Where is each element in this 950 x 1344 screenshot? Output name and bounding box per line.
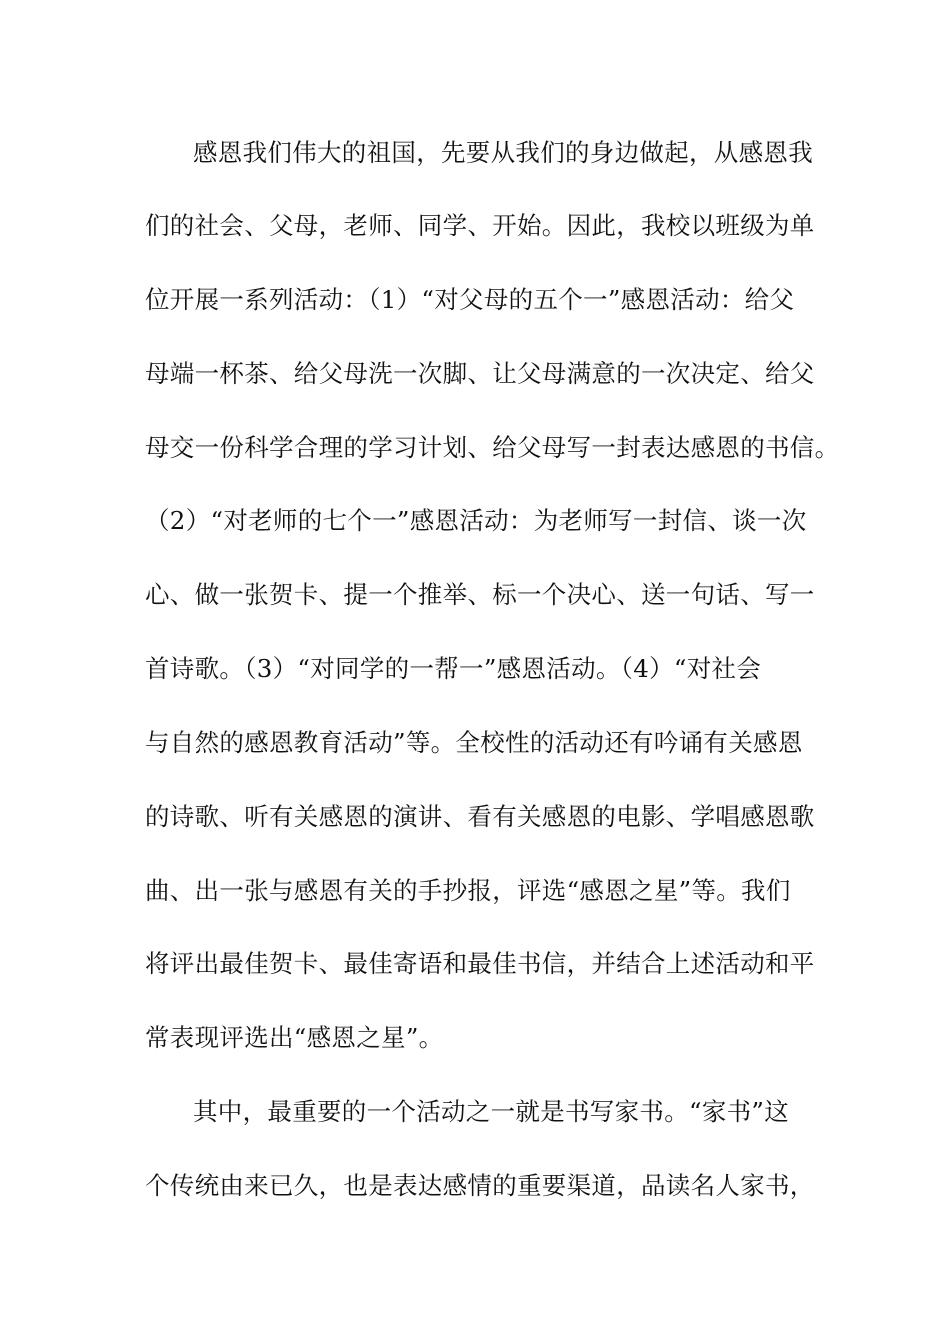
paragraph-1-line-11: 曲、出一张与感恩有关的手抄报，评选“感恩之星”等。我们: [145, 876, 791, 905]
paragraph-1-line-9: 与自然的感恩教育活动”等。全校性的活动还有吟诵有关感恩: [145, 728, 803, 757]
paragraph-1-line-10: 的诗歌、听有关感恩的演讲、看有关感恩的电影、学唱感恩歌: [145, 802, 815, 831]
paragraph-2-line-1: 其中，最重要的一个活动之一就是书写家书。“家书”这: [193, 1097, 790, 1126]
paragraph-1-line-4: 母端一杯茶、给父母洗一次脚、让父母满意的一次决定、给父: [145, 359, 815, 388]
paragraph-1-line-1: 感恩我们伟大的祖国，先要从我们的身边做起，从感恩我: [193, 138, 813, 167]
paragraph-1-line-3: 位开展一系列活动：（1）“对父母的五个一”感恩活动：给父: [145, 285, 795, 314]
paragraph-1-line-12: 将评出最佳贺卡、最佳寄语和最佳书信，并结合上述活动和平: [145, 949, 815, 978]
paragraph-1-line-13: 常表现评选出“感恩之星”。: [145, 1023, 444, 1052]
paragraph-1-line-2: 们的社会、父母，老师、同学、开始。因此，我校以班级为单: [145, 211, 815, 240]
paragraph-2-line-2: 个传统由来已久，也是表达感情的重要渠道，品读名人家书，: [145, 1171, 815, 1200]
paragraph-1-line-7: 心、做一张贺卡、提一个推举、标一个决心、送一句话、写一: [145, 580, 815, 609]
paragraph-1-line-8: 首诗歌。（3）“对同学的一帮一”感恩活动。（4）“对社会: [145, 654, 762, 683]
paragraph-1-line-6: （2）“对老师的七个一”感恩活动：为老师写一封信、谈一次: [145, 506, 807, 535]
paragraph-1-line-5: 母交一份科学合理的学习计划、给父母写一封表达感恩的书信。: [145, 433, 840, 462]
